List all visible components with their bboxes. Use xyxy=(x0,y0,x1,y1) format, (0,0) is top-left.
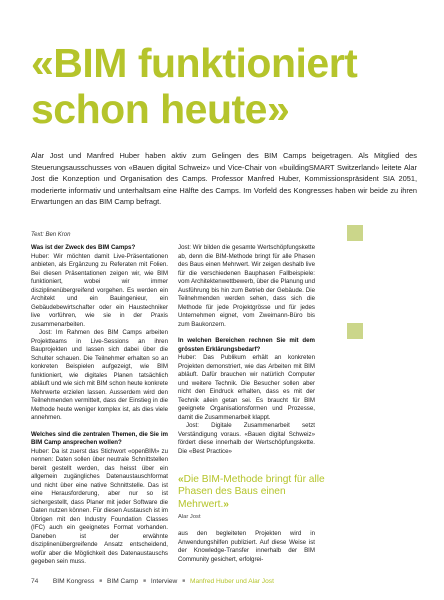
article-title-line-2: schon heute» xyxy=(31,86,290,132)
footer-bullet-icon: ■ xyxy=(142,578,147,584)
page-number: 74 xyxy=(31,578,39,585)
intro-paragraph: Alar Jost und Manfred Huber haben aktiv zum Gelingen des BIM Camps beigetragen. Als Mitglied des Steuerungsausschusses von «Bauen digital Schweiz» und Vice-Chair von «buildingSMART Switzerland» leitete Alar Jost die Konzeption und Organisation des Camps. Professor Manfred Huber, Kommissionspräsident SIA 2051, moderierte informativ und unterhaltsam eine Hälfte des Camps. Im Vorfeld des Kongresses haben wir beide zu ihren Erwartungen an das BIM Camp befragt. xyxy=(31,151,417,207)
footer-section-names: Manfred Huber und Alar Jost xyxy=(189,578,274,585)
decorative-square-1 xyxy=(347,225,363,241)
footer-section-interview: Interview xyxy=(150,578,178,585)
answer-1-jost: Jost: Im Rahmen des BIM Camps arbeiten Projektteams in Live-Sessions an ihren Bauprojekten und lassen sich dabei über die Schulter schauen. Die Teilnehmer erhalten so an konkreten Beispielen aufgezeigt, wie BIM funktioniert, wie digitales Planen tatsächlich abläuft und wie sich mit BIM schon heute konkrete Mehrwerte erzielen lassen. Ausserdem wird den Teilnehmenden vermittelt, dass der Einstieg in die Methode heute weniger komplex ist, als dies viele annehmen. xyxy=(31,329,168,421)
text-column-right xyxy=(178,244,315,456)
answer-2-jost: Jost: Wir bilden die gesamte Wertschöpfungskette ab, denn die BIM-Methode bringt für alle Phasen des Baus einen Mehrwert. Wir zeigen deshalb live für die verschiedenen Bauphasen Fallbeispiele: vom Architektenwettbewerb, über die Planung und Ausführung bis hin zum Betrieb der Gebäude. Die Teilnehmenden werden sehen, dass sich die Methode für jede Projektgrösse und für jedes Unternehmen eignet, vom Zweimann-Büro bis zum Baukonzern. xyxy=(178,244,315,328)
answer-3-jost: Jost: Digitale Zusammenarbeit setzt Verständigung voraus. «Bauen digital Schweiz» fördert diese innerhalb der Wertschöpfungskette. Die «Best Practice» xyxy=(178,422,315,455)
footer-bullet-icon: ■ xyxy=(182,578,186,584)
answer-3-huber: Huber: Das Publikum erhält an konkreten Projekten demonstriert, wie das Arbeiten mit BIM abläuft. Dafür brauchen wir natürlich Computer und weitere Technik. Die Besucher sollen aber nicht den Eindruck erhalten, dass es mit der Technik allein getan sei. Es braucht für BIM geeignete Organisationsformen und Prozesse, damit die Zusammenarbeit klappt. xyxy=(178,354,315,421)
answer-2-huber: Huber: Da ist zuerst das Stichwort «openBIM» zu nennen: Daten sollen über neutrale Schnittstellen bereit gestellt werden, das heisst über ein allgemein zugängliches Datenaustauschformat und nicht über eine native Schnittstelle. Das ist eine Herausforderung, aber nur so ist sichergestellt, dass Planer mit jeder Software die Daten nutzen können. Für diesen Austausch ist im Übrigen mit den Industry Foundation Classes (IFC) auch ein geeignetes Format vorhanden. Daneben ist der erwähnte disziplinenübergreifende Ansatz entscheidend, wofür aber die Möglichkeit des Datenaustauschs gegeben sein muss. xyxy=(31,447,168,565)
page-footer xyxy=(31,578,274,585)
text-column-right-continued xyxy=(178,530,315,564)
pull-quote xyxy=(178,474,338,520)
footer-bullet-icon: ■ xyxy=(99,578,103,584)
footer-section-bim-camp: BIM Camp xyxy=(106,578,139,585)
quote-open-mark: « xyxy=(178,474,184,485)
question-3: In welchen Bereichen rechnen Sie mit dem grössten Erklärungsbedarf? xyxy=(178,337,315,353)
question-2: Welches sind die zentralen Themen, die Sie im BIM Camp ansprechen wollen? xyxy=(31,430,168,446)
decorative-square-2 xyxy=(347,323,363,339)
quote-close-mark: » xyxy=(223,498,229,510)
answer-1-huber: Huber: Wir möchten damit Live-Präsentationen anbieten, als Ergänzung zu Referaten mit Folien. Bei diesen Präsentationen zeigen wir, wie BIM funktioniert, wobei wir immer disziplinenübergreifend vorgehen. Es werden ein Architekt und ein Bauingenieur, ein Gebäudebewirtschafter oder ein Haustechniker live vorführen, wie sie in der Praxis zusammenarbeiten. xyxy=(31,252,168,328)
footer-section-bim-kongress: BIM Kongress xyxy=(52,578,95,585)
pull-quote-text: Die BIM-Methode bringt für alle Phasen des Baus einen Mehrwert. xyxy=(178,474,325,510)
answer-3-jost-continued: aus den begleiteten Projekten wird in Anwendungshilfen publiziert. Auf diese Weise ist der Knowledge-Transfer innerhalb der BIM Community gesichert, erfolgrei- xyxy=(178,530,315,563)
article-title-line-1: «BIM funktioniert xyxy=(31,40,358,86)
pull-quote-author: Alar Jost xyxy=(178,514,201,521)
text-column-left xyxy=(31,244,168,574)
article-title xyxy=(31,40,431,132)
question-1: Was ist der Zweck des BIM Camps? xyxy=(31,244,136,251)
author-credit: Text: Ben Kron xyxy=(31,232,71,238)
